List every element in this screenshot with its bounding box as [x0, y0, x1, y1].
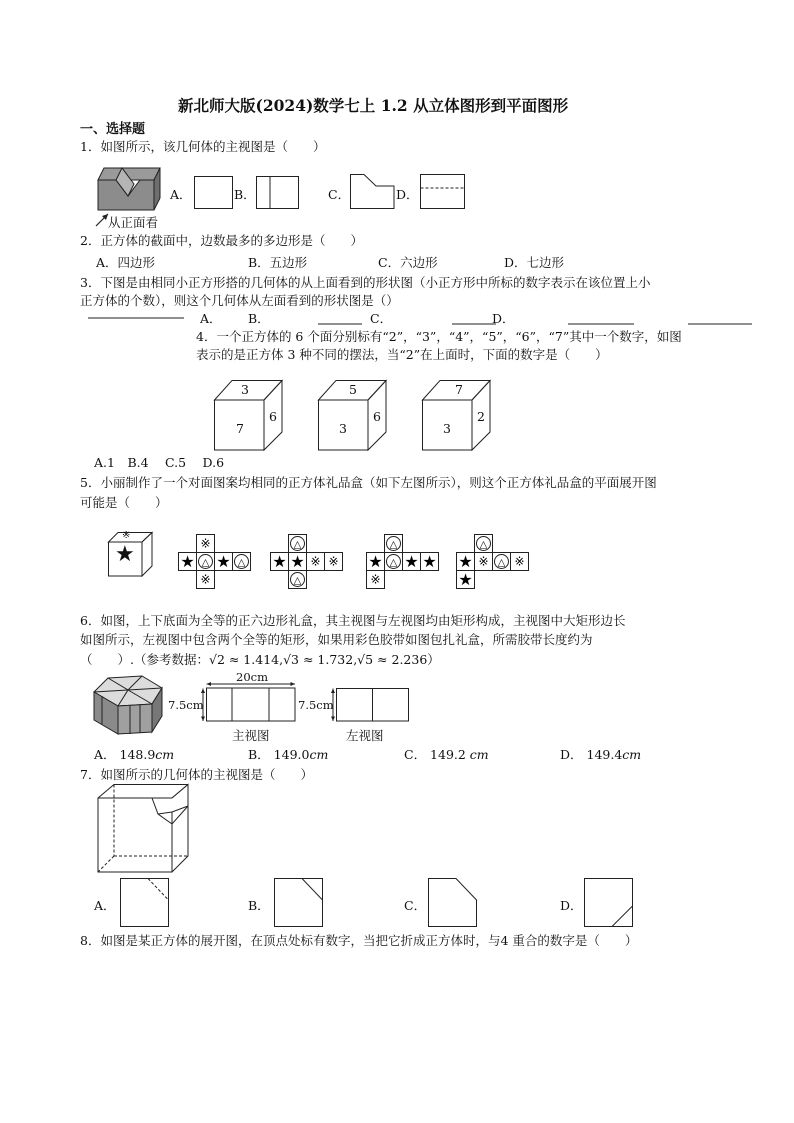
- q3-option-a[interactable]: A．: [200, 311, 222, 326]
- triangle-icon: △: [293, 575, 302, 587]
- q5-net-cell: [289, 552, 307, 571]
- section-heading: 一、选择题: [80, 122, 146, 137]
- q5-option-net-3[interactable]: [366, 534, 440, 590]
- xmark-icon: ※: [328, 554, 339, 569]
- q7-option-c[interactable]: C．: [404, 898, 427, 913]
- q6-hexagon-box: [90, 672, 166, 736]
- q6-height-label: 7.5cm: [168, 698, 204, 712]
- triangle-icon: △: [479, 539, 488, 551]
- q4-cube-1-top: 3: [241, 382, 249, 397]
- xmark-icon: ※: [514, 554, 525, 569]
- q7-option-d[interactable]: D．: [560, 898, 583, 913]
- q5-net-cell: [403, 552, 421, 571]
- q1-option-a-figure: [194, 176, 234, 210]
- q5-net-cell: [179, 552, 197, 571]
- q5-option-net-2[interactable]: [270, 534, 344, 590]
- star-icon: ★: [422, 552, 437, 571]
- q5-net-cell: [367, 571, 385, 589]
- q5-net-cell: [457, 570, 475, 589]
- xmark-icon: ※: [200, 572, 211, 587]
- q5-net-cell: [307, 553, 325, 571]
- q6-front-caption: 主视图: [232, 728, 270, 743]
- q5-net-cell: [475, 535, 493, 553]
- q4-cube-1-front: 7: [236, 421, 244, 436]
- q4-stem-line2: 表示的是正方体 3 种不同的摆法，当“2”在上面时，下面的数字是（ ）: [196, 347, 608, 362]
- q5-net-cell: [325, 553, 343, 571]
- q6-option-d[interactable]: D． 149.4𝑐𝑚: [560, 747, 642, 762]
- q6-left-view: [330, 688, 412, 722]
- star-icon: ★: [290, 552, 305, 571]
- triangle-icon: △: [237, 557, 246, 569]
- q5-gift-box-star: ★: [115, 542, 135, 567]
- q1-option-a[interactable]: A．: [170, 187, 192, 202]
- q5-gift-box-xmark: ※: [122, 530, 131, 541]
- q1-view-label: 从正面看: [108, 215, 159, 230]
- q4-cube-1-side: 6: [269, 409, 277, 424]
- triangle-icon: △: [389, 539, 398, 551]
- q5-net-cell: [421, 552, 439, 571]
- q4-cube-3-top: 7: [455, 382, 463, 397]
- q5-option-net-4[interactable]: [456, 534, 530, 590]
- q6-option-a[interactable]: A． 148.9𝑐𝑚: [94, 747, 175, 762]
- q4-stem-line1: 4．一个正方体的 6 个面分别标有“2”，“3”，“4”，“5”，“6”，“7”其中一个数字，如图: [196, 329, 682, 344]
- q7-stem: 7．如图所示的几何体的主视图是（ ）: [80, 767, 313, 782]
- q5-net-cell: [457, 552, 475, 571]
- q5-net-cell: [215, 552, 233, 571]
- q3-option-b[interactable]: B．: [248, 311, 270, 326]
- q4-cube-2-front: 3: [339, 421, 347, 436]
- q8-stem: 8．如图是某正方体的展开图，在顶点处标有数字，当把它折成正方体时，与4 重合的数字是（ ）: [80, 933, 638, 948]
- page-title: 新北师大版(2024)数学七上 1.2 从立体图形到平面图形: [178, 96, 569, 115]
- q7-option-a-figure: [120, 878, 170, 928]
- q5-net-cell: [493, 553, 511, 571]
- xmark-icon: ※: [370, 572, 381, 587]
- q5-net-cell: [289, 535, 307, 553]
- q3-top-view-figure: [88, 316, 188, 320]
- q5-net-cell: [197, 553, 215, 571]
- q5-option-net-1[interactable]: [178, 534, 252, 590]
- triangle-icon: △: [389, 557, 398, 569]
- q2-option-d[interactable]: D．七边形: [504, 255, 565, 270]
- q6-front-view: [206, 680, 298, 722]
- q4-options[interactable]: A.1 B.4 C.5 D.6: [94, 455, 225, 470]
- q2-option-a[interactable]: A．四边形: [96, 255, 156, 270]
- q1-stem: 1．如图所示，该几何体的主视图是（ ）: [80, 139, 326, 154]
- q5-stem-line1: 5．小丽制作了一个对面图案均相同的正方体礼品盒（如下左图所示），则这个正方体礼品盒的平面展开图: [80, 475, 657, 490]
- q1-option-d-figure: [420, 174, 466, 210]
- q6-option-c[interactable]: C． 149.2 𝑐𝑚: [404, 747, 489, 762]
- triangle-icon: △: [497, 557, 506, 569]
- q5-net-cell: [289, 571, 307, 589]
- triangle-icon: △: [293, 539, 302, 551]
- star-icon: ★: [458, 570, 473, 589]
- q6-stem-line2: 如图所示，左视图中包含两个全等的矩形，如果用彩色胶带如图包扎礼盒，所需胶带长度约为: [80, 632, 593, 647]
- star-icon: ★: [404, 552, 419, 571]
- q1-option-c[interactable]: C．: [328, 187, 351, 202]
- star-icon: ★: [216, 552, 231, 571]
- q4-cube-3-side: 2: [477, 409, 485, 424]
- star-icon: ★: [180, 552, 195, 571]
- q7-option-d-figure: [584, 878, 634, 928]
- q5-net-cell: [197, 571, 215, 589]
- q1-option-d[interactable]: D．: [396, 187, 419, 202]
- q6-stem-line3: （ ）.（参考数据：√2 ≈ 1.414,√3 ≈ 1.732,√5 ≈ 2.236）: [80, 652, 440, 667]
- q5-net-cell: [197, 535, 215, 553]
- xmark-icon: ※: [478, 554, 489, 569]
- q4-cube-3-front: 3: [443, 421, 451, 436]
- q2-option-c[interactable]: C．六边形: [378, 255, 438, 270]
- q6-stem-line1: 6．如图，上下底面为全等的正六边形礼盒，其主视图与左视图均由矩形构成，主视图中大矩形边长: [80, 613, 626, 628]
- q3-stem-line2: 正方体的个数），则这个几何体从左面看到的形状图是（）: [80, 293, 399, 308]
- q5-net-cell: [233, 553, 251, 571]
- q6-width-label: 20cm: [236, 670, 268, 684]
- triangle-icon: △: [201, 557, 210, 569]
- q7-solid-figure: [96, 784, 192, 876]
- q2-stem: 2．正方体的截面中，边数最多的多边形是（ ）: [80, 233, 363, 248]
- xmark-icon: ※: [310, 554, 321, 569]
- q7-option-a[interactable]: A．: [94, 898, 116, 913]
- q3-stem-line1: 3．下图是由相同小正方形搭的几何体的从上面看到的形状图（小正方形中所标的数字表示在该位置上小: [80, 275, 651, 290]
- q5-net-cell: [367, 552, 385, 571]
- q5-net-cell: [385, 553, 403, 571]
- q3-option-d-figure: [568, 322, 754, 326]
- q7-option-b-figure: [274, 878, 324, 928]
- q5-net-cell: [385, 535, 403, 553]
- q5-net-cell: [475, 553, 493, 571]
- q7-option-b[interactable]: B．: [248, 898, 270, 913]
- q5-stem-line2: 可能是（ ）: [80, 495, 168, 510]
- q6-option-b[interactable]: B． 149.0𝑐𝑚: [248, 747, 329, 762]
- q4-cube-2-top: 5: [349, 382, 357, 397]
- q2-option-b[interactable]: B．五边形: [248, 255, 308, 270]
- q6-height-arrow: [200, 688, 206, 722]
- q5-net-cell: [511, 553, 529, 571]
- q6-height-label-left: 7.5cm: [298, 698, 334, 712]
- q5-net-cell: [271, 552, 289, 571]
- q4-cube-2-side: 6: [373, 409, 381, 424]
- q7-option-c-figure: [428, 878, 478, 928]
- q1-option-c-figure: [350, 174, 396, 210]
- star-icon: ★: [458, 552, 473, 571]
- q1-option-b[interactable]: B．: [234, 187, 256, 202]
- xmark-icon: ※: [200, 536, 211, 551]
- q3-option-d[interactable]: D．: [492, 311, 515, 326]
- star-icon: ★: [272, 552, 287, 571]
- q1-option-b-figure: [256, 176, 300, 210]
- q6-left-caption: 左视图: [346, 728, 384, 743]
- q3-option-c[interactable]: C．: [370, 311, 393, 326]
- star-icon: ★: [368, 552, 383, 571]
- q3-option-b-figure: [318, 322, 364, 326]
